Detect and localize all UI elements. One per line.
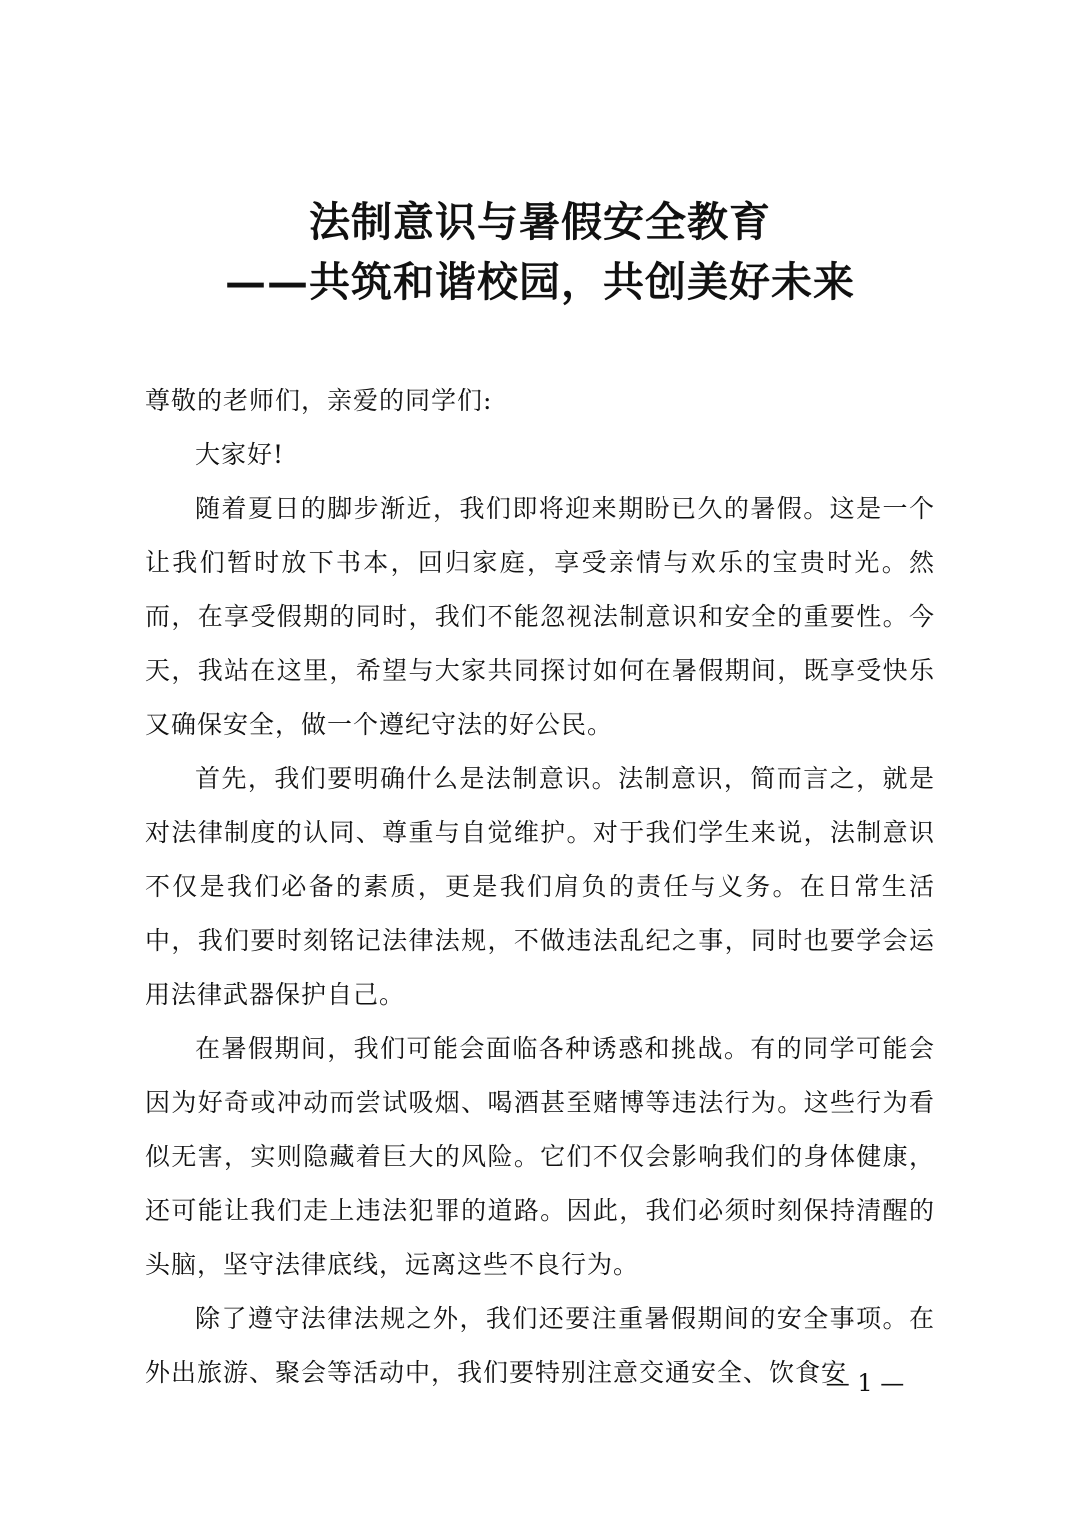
- paragraph-4: 除了遵守法律法规之外，我们还要注重暑假期间的安全事项。在外出旅游、聚会等活动中，我们要特别注意交通安全、饮食安: [145, 1304, 935, 1387]
- greeting: 大家好!: [195, 440, 285, 469]
- document-body: [145, 374, 935, 1400]
- document-subtitle: ——共筑和谐校园，共创美好未来: [225, 258, 855, 306]
- paragraph-1: 随着夏日的脚步渐近，我们即将迎来期盼已久的暑假。这是一个让我们暂时放下书本，回归家庭，享受亲情与欢乐的宝贵时光。然而，在享受假期的同时，我们不能忽视法制意识和安全的重要性。今天，我站在这里，希望与大家共同探讨如何在暑假期间，既享受快乐又确保安全，做一个遵纪守法的好公民。: [145, 494, 935, 739]
- paragraph-3: 在暑假期间，我们可能会面临各种诱惑和挑战。有的同学可能会因为好奇或冲动而尝试吸烟、喝酒甚至赌博等违法行为。这些行为看似无害，实则隐藏着巨大的风险。它们不仅会影响我们的身体健康，还可能让我们走上违法犯罪的道路。因此，我们必须时刻保持清醒的头脑，坚守法律底线，远离这些不良行为。: [145, 1034, 935, 1279]
- paragraph-2: 首先，我们要明确什么是法制意识。法制意识，简而言之，就是对法律制度的认同、尊重与自觉维护。对于我们学生来说，法制意识不仅是我们必备的素质，更是我们肩负的责任与义务。在日常生活中，我们要时刻铭记法律法规，不做违法乱纪之事，同时也要学会运用法律武器保护自己。: [145, 764, 935, 1009]
- document-title: 法制意识与暑假安全教育: [309, 198, 771, 246]
- salutation: 尊敬的老师们，亲爱的同学们:: [145, 386, 493, 415]
- page-number: — 1 —: [825, 1369, 905, 1397]
